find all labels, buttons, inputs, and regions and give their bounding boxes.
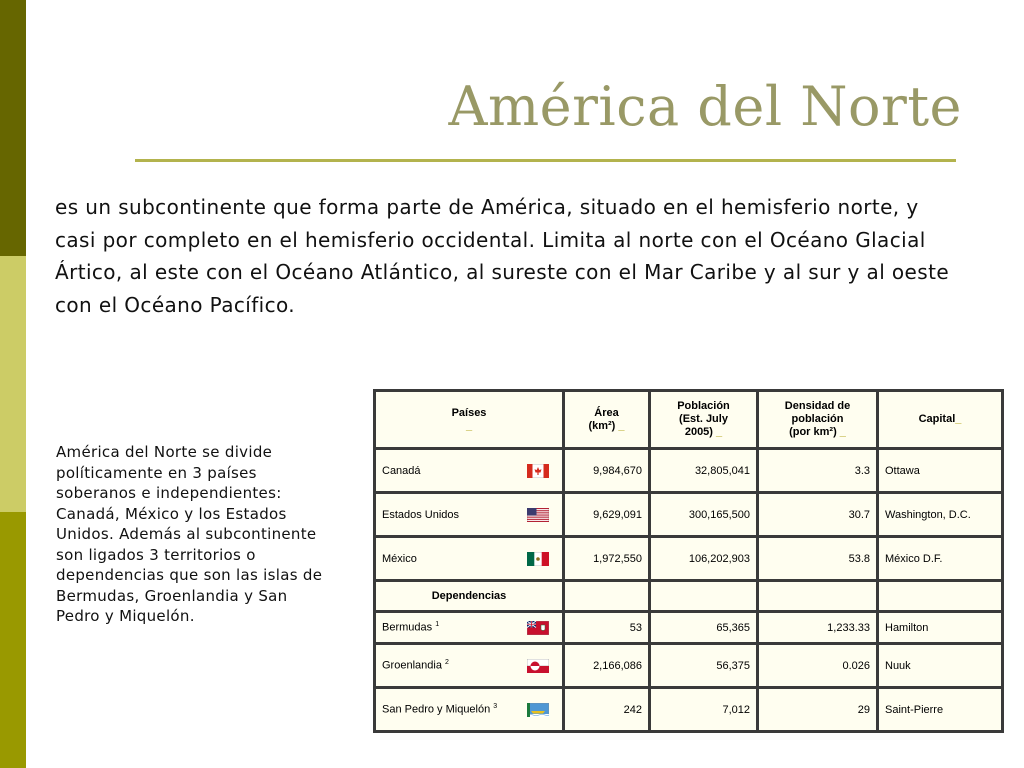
table-row [376,645,1001,686]
mexico-flag-icon [527,552,549,566]
density-cell: 30.7 [759,494,876,535]
capital-cell: Ottawa [879,450,1001,491]
sidebar-band-dark [0,0,26,256]
title-underline [135,159,956,162]
table-row [376,450,1001,491]
intro-paragraph: es un subcontinente que forma parte de América, situado en el hemisferio norte, y casi por completo en el hemisferio occidental. Limita al norte con el Océano Glacial Ártico, al este con el Océano Atlántico, al sureste con el Mar Caribe y al sur y al oeste con el Océano Pacífico. [55,195,950,317]
country-cell [376,450,562,491]
density-cell: 53.8 [759,538,876,579]
header-density-line3: (por km²) [789,426,837,438]
header-capital-label: Capital [918,413,956,425]
header-population-line3: 2005) [684,426,713,438]
saint-pierre-miquelon-flag-icon [527,703,549,717]
capital-cell: México D.F. [879,538,1001,579]
header-area [565,392,648,447]
header-density-line2: población [791,413,844,425]
dependencies-section-row [376,582,1001,610]
bermuda-flag-icon [527,621,549,635]
density-cell: 29 [759,689,876,730]
area-cell: 1,972,550 [565,538,648,579]
population-cell: 56,375 [651,645,756,686]
table-row [376,613,1001,642]
table-header-row [376,392,1001,447]
area-cell: 2,166,086 [565,645,648,686]
header-density-line1: Densidad de [784,400,851,412]
area-cell: 9,984,670 [565,450,648,491]
capital-cell: Nuuk [879,645,1001,686]
table-row [376,689,1001,730]
population-cell: 32,805,041 [651,450,756,491]
header-area-line1: Área [594,406,619,419]
footnote-marker: 3 [493,703,498,711]
area-cell: 9,629,091 [565,494,648,535]
greenland-flag-icon [527,659,549,673]
population-cell: 106,202,903 [651,538,756,579]
country-name: San Pedro y Miquelón [382,703,491,716]
header-countries [376,392,562,447]
header-capital [879,392,1001,447]
country-name: México [382,552,417,565]
empty-cell [651,582,756,610]
area-cell: 53 [565,613,648,642]
header-population-line1: Población [677,400,730,412]
capital-cell: Washington, D.C. [879,494,1001,535]
country-cell [376,494,562,535]
header-countries-label: Países [451,406,487,419]
header-area-line2: (km²) [588,419,616,432]
country-name: Estados Unidos [382,508,460,521]
country-name: Canadá [382,464,421,477]
country-cell [376,538,562,579]
table-row [376,538,1001,579]
country-cell [376,645,562,686]
sidebar-band-olive [0,512,26,768]
footnote-marker: 2 [445,659,449,667]
countries-table [373,389,1004,733]
header-population-line2: (Est. July [679,413,728,425]
dependencies-label: Dependencias [376,582,562,610]
population-cell: 300,165,500 [651,494,756,535]
capital-cell: Hamilton [879,613,1001,642]
table-row [376,494,1001,535]
sidebar-band-light [0,256,26,512]
footnote-marker: 1 [435,621,440,629]
header-population [651,392,756,447]
country-cell [376,689,562,730]
area-cell: 242 [565,689,648,730]
header-population-underscore: _ [716,426,723,438]
empty-cell [879,582,1001,610]
side-note-paragraph: América del Norte se divide políticamente en 3 países soberanos e independientes: Canadá, México y los Estados Unidos. Además al subcontinente son ligados 3 territorios o dependencias que son las islas de Bermudas, Groenlandia y San Pedro y Miquelón. [56,443,323,625]
country-cell [376,613,562,642]
empty-cell [759,582,876,610]
density-cell: 1,233.33 [759,613,876,642]
header-countries-underscore: _ [465,419,473,432]
slide-title: América del Norte [448,75,962,138]
capital-cell: Saint-Pierre [879,689,1001,730]
usa-flag-icon [527,508,549,522]
population-cell: 65,365 [651,613,756,642]
header-capital-underscore: _ [955,413,962,425]
density-cell: 0.026 [759,645,876,686]
canada-flag-icon [527,464,549,478]
header-area-underscore: _ [618,419,625,432]
country-name: Groenlandia [382,659,442,672]
header-density [759,392,876,447]
country-name: Bermudas [382,621,433,634]
header-density-underscore: _ [839,426,846,438]
density-cell: 3.3 [759,450,876,491]
population-cell: 7,012 [651,689,756,730]
empty-cell [565,582,648,610]
